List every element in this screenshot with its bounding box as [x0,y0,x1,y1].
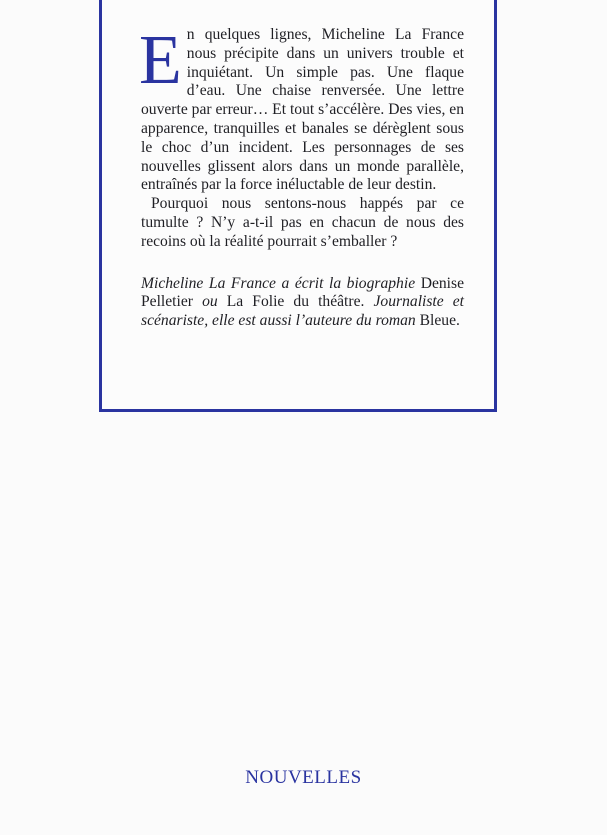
paragraph-2: Pourquoi nous sentons-nous happés par ce tumulte ? N’y a-t-il pas en chacun de nous des recoins où la réalité pourrait s’emballer ? [141,195,464,250]
bio-book-title-2: La Folie du théâtre. [226,293,365,311]
paragraph-1-text: n quelques lignes, Micheline La France nous précipite dans un univers trouble et inquiétant. Un simple pas. Une flaque d’eau. Une chaise renversée. Une lettre ouverte par erreur… Et tout s’accélère. Des vies, en apparence, tranquilles et banales se dérèglent sous le choc d’un incident. Les personnages de ses nouvelles glissent alors dans un monde parallèle, entraînés par la force inéluctable de leur destin. [141,26,464,194]
back-cover-text [139,22,465,331]
bio-part-3: Journaliste et scénariste, elle est aussi l’auteure du roman [141,293,465,330]
bio-part-2: ou [202,293,218,311]
bio-part-1: Micheline La France a écrit la biographie [141,274,416,292]
paragraph-1 [139,22,464,195]
bio-book-title-3: Bleue. [419,312,460,330]
bio-book-title-1: Denise Pelletier [141,274,464,311]
series-label: NOUVELLES [245,767,362,788]
author-bio [141,275,464,331]
drop-cap-letter: E [139,22,182,99]
